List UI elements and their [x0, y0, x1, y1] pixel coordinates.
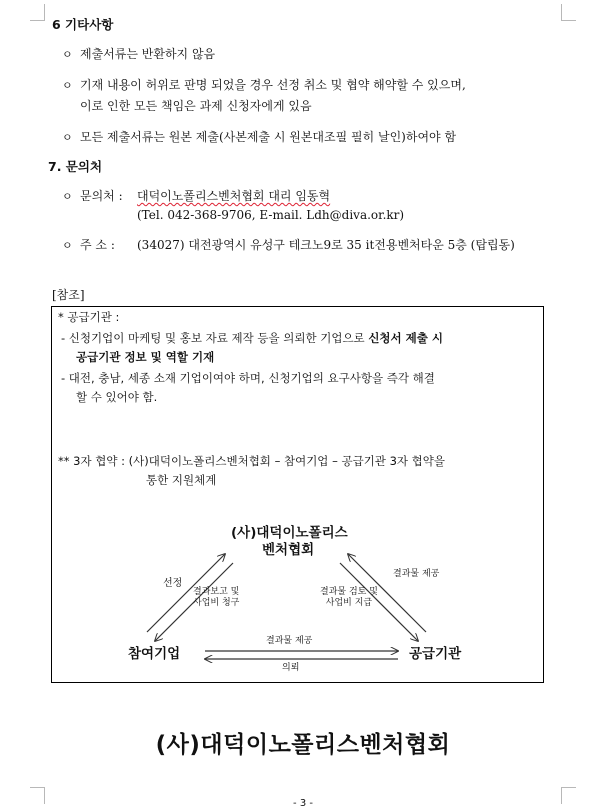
page-number: - 3 - [293, 798, 313, 809]
label-deliver-top: 결과물 제공 [393, 569, 440, 579]
supplier-line-3: - 대전, 충남, 세종 소재 기업이여야 하며, 신청기업의 요구사항을 즉각 해결 [61, 371, 435, 385]
section6-title: 6 기타사항 [52, 17, 114, 32]
section6-item-2-line-2: 이로 인한 모든 책임은 과제 신청자에게 있음 [80, 99, 312, 113]
label-deliver-bottom: 결과물 제공 [266, 636, 313, 646]
section6-bullet-2: ㅇ [62, 79, 73, 92]
tri-agreement-line-2: 통한 지원체계 [146, 473, 217, 487]
supplier-line-4: 할 수 있어야 함. [76, 390, 158, 404]
node-participant: 참여기업 [128, 646, 181, 662]
label-request: 의뢰 [282, 663, 300, 673]
node-association-line-1: (사)대덕이노폴리스 [231, 525, 348, 541]
address-label: 주 소 : [80, 238, 115, 252]
contact-detail: (Tel. 042-368-9706, E-mail. Ldh@diva.or.kr) [137, 208, 405, 222]
tri-agreement-line-1: ** 3자 협약 : (사)대덕이노폴리스벤처협회 – 참여기업 – 공급기관 3자 협약을 [58, 454, 445, 468]
reference-label: [참조] [52, 288, 85, 302]
supplier-line-2: 공급기관 정보 및 역할 기재 [76, 350, 215, 364]
section6-item-3: 모든 제출서류는 원본 제출(사본제출 시 원본대조필 필히 날인)하여야 함 [80, 130, 457, 144]
label-report: 결과보고 및 사업비 청구 [193, 587, 240, 608]
supplier-title: * 공급기관 : [58, 310, 120, 324]
section6-item-1: 제출서류는 반환하지 않음 [80, 47, 216, 61]
node-supplier: 공급기관 [409, 646, 462, 662]
section6-item-2-line-1: 기재 내용이 허위로 판명 되었을 경우 선정 취소 및 협약 해약할 수 있으며, [80, 78, 466, 92]
contact-label: 문의처 : [80, 189, 123, 203]
supplier-line-1-bold: 신청서 제출 시 [368, 331, 443, 345]
address-value: (34027) 대전광역시 유성구 테크노9로 35 it전용벤처타운 5층 (탑립동) [137, 238, 515, 252]
section7-bullet-1: ㅇ [62, 190, 73, 203]
label-review: 결과물 검토 및 사업비 지급 [320, 587, 378, 608]
section7-title: 7. 문의처 [48, 159, 103, 174]
footer-organization: (사)대덕이노폴리스벤처협회 [155, 732, 451, 758]
label-selection: 선정 [163, 578, 183, 589]
node-association-line-2: 벤처협회 [262, 542, 315, 558]
supplier-line-1-text: - 신청기업이 마케팅 및 홍보 자료 제작 등을 의뢰한 기업으로 [61, 331, 369, 345]
section7-bullet-2: ㅇ [62, 239, 73, 252]
section6-bullet-1: ㅇ [62, 48, 73, 61]
section6-bullet-3: ㅇ [62, 131, 73, 144]
contact-value: 대덕이노폴리스벤처협회 대리 임동혁 [137, 189, 331, 203]
